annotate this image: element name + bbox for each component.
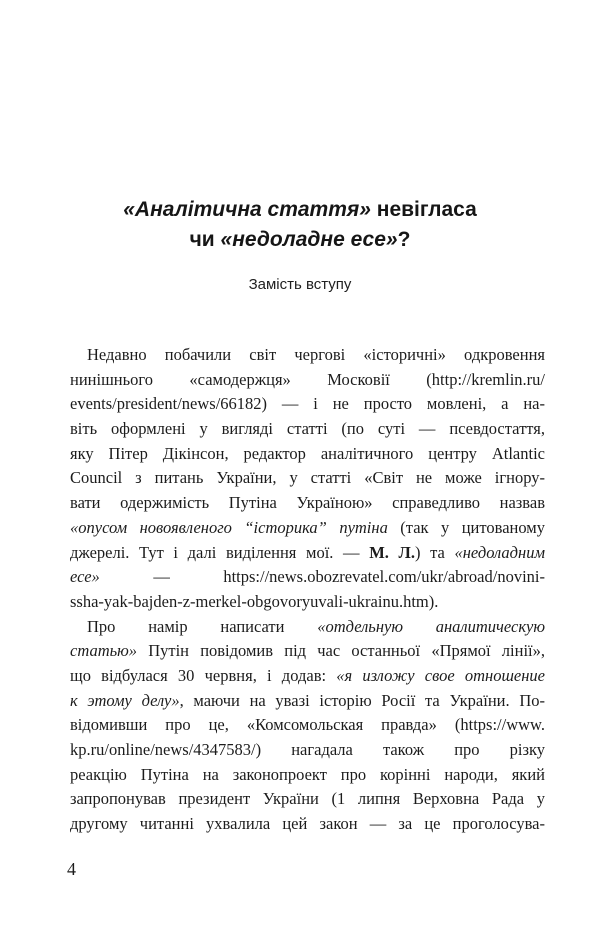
text-segment: Про намір написати [87, 616, 318, 636]
text-line [70, 565, 545, 590]
chapter-subtitle: Замість вступу [248, 276, 352, 293]
author-initials: М. Л. [369, 542, 415, 562]
text-line [70, 639, 545, 664]
text-line: вати одержимість Путіна Україною» справедливо назвав [70, 493, 545, 513]
quote-italic: «я изложу свое отношение [336, 665, 545, 685]
text-segment: (так у цитованому [387, 517, 545, 537]
title-italic-part-2: «недоладне есе» [220, 228, 398, 251]
text-line: запропонував президент України (1 липня Верховна Рада у [70, 789, 545, 809]
text-line [70, 689, 545, 714]
chapter-title-line-1 [60, 198, 540, 222]
text-line: яку Пітер Дікінсон, редактор аналітичного центру Atlantic [70, 443, 545, 463]
text-line: kp.ru/online/news/4347583/) нагадала також про різку [70, 740, 545, 759]
quote-italic: к этому делу» [70, 690, 180, 710]
text-segment: ) та [414, 542, 455, 562]
text-segment: , маючи на увазі історію Росії та України. По- [179, 690, 545, 710]
text-line: Council з питань України, у статті «Світ не може ігнору- [70, 468, 545, 488]
text-line [70, 664, 545, 689]
text-line: реакцію Путіна на законопроект про корінні народи, який [70, 764, 545, 784]
text-line: віть оформлені у вигляді статті (по суті — псевдостаття, [70, 419, 545, 439]
text-line: events/president/news/66182) — і не просто мовлені, а на- [70, 394, 545, 414]
title-italic-part: «Аналітична стаття» [123, 198, 371, 221]
title-end: ? [397, 228, 411, 251]
quote-italic: статью» [70, 641, 137, 661]
text-segment: — https://news.obozrevatel.com/ukr/abroad/novini- [99, 567, 545, 587]
text-line: ssha-yak-bajden-z-merkel-obgovoryuvali-ukrainu.htm). [70, 591, 439, 611]
quote-italic: «отдельную аналитическую [317, 616, 546, 636]
title-rest: невігласа [370, 198, 477, 221]
text-line [70, 615, 545, 640]
chapter-title-line-2 [60, 228, 540, 252]
page-number: 4 [67, 859, 76, 879]
title-lead: чи [189, 228, 221, 251]
quote-italic: «опусом новоявленого “історика” путіна [70, 517, 388, 537]
quote-italic: «недоладним [454, 542, 545, 562]
text-segment: джерелі. Тут і далі виділення мої. — [70, 542, 370, 562]
text-line: відомивши про це, «Комсомольская правда» (https://www. [70, 715, 545, 735]
text-line: нинішнього «самодержця» Московії (http://kremlin.ru/ [70, 369, 545, 389]
body-text [70, 343, 545, 837]
text-segment: що відбулася 30 червня, і додав: [70, 665, 337, 685]
text-line: другому читанні ухвалила цей закон — за це проголосува- [70, 814, 545, 834]
text-segment: Путін повідомив під час останньої «Прямої лінії», [137, 641, 545, 661]
text-line [70, 541, 545, 566]
text-line: Недавно побачили світ чергові «історичні» одкровення [87, 345, 545, 364]
quote-italic: есе» [70, 567, 100, 587]
text-line [70, 516, 545, 541]
